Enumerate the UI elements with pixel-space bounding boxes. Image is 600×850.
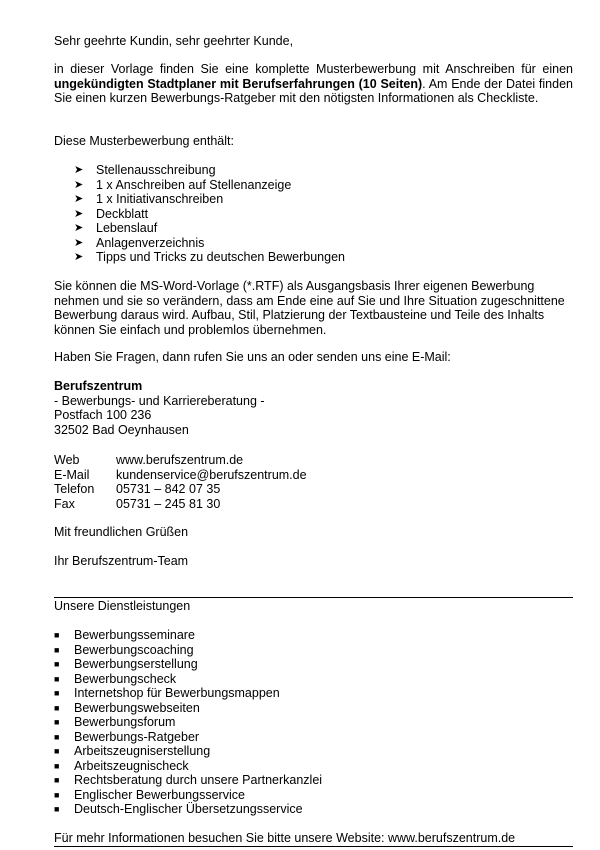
usage-paragraph: Sie können die MS-Word-Vorlage (*.RTF) als Ausgangsbasis Ihrer eigenen Bewerbung nehmen und sie so verändern, dass am Ende eine auf Sie und Ihre Situation zugeschnittene Bewerbung daraus wird. Aufbau, Stil, Platzierung der Textbausteine und Teile des Inhalts können Sie einfach und problemlos übernehmen. (54, 279, 565, 337)
service-item: ■ Arbeitszeugniserstellung (54, 744, 211, 758)
service-item: ■ Internetshop für Bewerbungsmappen (54, 686, 280, 700)
contact-row-web: Web www.berufszentrum.de (54, 453, 244, 467)
footer-divider (54, 846, 573, 847)
contents-item: ➤ Stellenausschreibung (74, 163, 216, 177)
square-bullet-icon: ■ (54, 731, 60, 742)
services-list (54, 628, 322, 817)
web-link[interactable]: www.berufszentrum.de (116, 453, 244, 467)
square-bullet-icon: ■ (54, 688, 60, 698)
contact-row-phone: Telefon 05731 – 842 07 35 (54, 482, 221, 496)
contact-row-email: E-Mail kundenservice@berufszentrum.de (54, 467, 307, 482)
contents-item: ➤ Anlagenverzeichnis (74, 235, 205, 250)
square-bullet-icon: ■ (54, 717, 60, 727)
service-item: ■ Bewerbungscoaching (54, 642, 194, 657)
services-heading: Unsere Dienstleistungen (54, 599, 191, 613)
arrow-bullet-icon: ➤ (74, 236, 84, 249)
intro-text-b: . Am Ende der Datei finden Sie einen kurzen Bewerbungs-Ratgeber mit den nötigsten Informationen als Checkliste. (54, 76, 573, 105)
square-bullet-icon: ■ (54, 630, 60, 640)
company-city: 32502 Bad Oeynhausen (54, 422, 189, 437)
arrow-bullet-icon: ➤ (74, 178, 84, 191)
phone-number: 05731 – 842 07 35 (116, 482, 221, 496)
arrow-bullet-icon: ➤ (74, 222, 84, 234)
intro-paragraph (54, 62, 573, 106)
service-item: ■ Arbeitszeugnischeck (54, 758, 189, 773)
service-item: ■ Deutsch-Englischer Übersetzungsservice (54, 802, 303, 816)
contact-row-fax: Fax 05731 – 245 81 30 (54, 496, 221, 511)
square-bullet-icon: ■ (54, 775, 60, 785)
divider (54, 597, 573, 598)
footer-text: Für mehr Informationen besuchen Sie bitte unsere Website: www.berufszentrum.de (54, 831, 516, 845)
contents-item: ➤ Lebenslauf (74, 221, 158, 235)
square-bullet-icon: ■ (54, 789, 60, 800)
service-item: ■ Bewerbungswebseiten (54, 700, 200, 715)
service-item: ■ Bewerbungscheck (54, 671, 177, 686)
square-bullet-icon: ■ (54, 804, 60, 814)
arrow-bullet-icon: ➤ (74, 251, 84, 263)
arrow-bullet-icon: ➤ (74, 207, 84, 220)
contents-heading: Diese Musterbewerbung enthält: (54, 134, 234, 148)
signature: Ihr Berufszentrum-Team (54, 554, 189, 568)
contents-list (74, 163, 345, 265)
intro-text-a: in dieser Vorlage finden Sie eine komplette Musterbewerbung mit Anschreiben für einen (54, 62, 573, 76)
company-tagline: - Bewerbungs- und Karriereberatung - (54, 393, 265, 408)
closing: Mit freundlichen Grüßen (54, 525, 189, 539)
service-item: ■ Rechtsberatung durch unsere Partnerkanzlei (54, 773, 323, 787)
arrow-bullet-icon: ➤ (74, 164, 84, 176)
square-bullet-icon: ■ (54, 659, 60, 669)
email-link[interactable]: kundenservice@berufszentrum.de (116, 467, 307, 482)
questions-text: Haben Sie Fragen, dann rufen Sie uns an oder senden uns eine E-Mail: (54, 350, 451, 364)
service-item: ■ Bewerbungserstellung (54, 657, 198, 671)
greeting: Sehr geehrte Kundin, sehr geehrter Kunde, (54, 34, 294, 48)
company-street: Postfach 100 236 (54, 408, 152, 422)
square-bullet-icon: ■ (54, 702, 60, 713)
arrow-bullet-icon: ➤ (74, 193, 84, 205)
square-bullet-icon: ■ (54, 746, 60, 756)
company-name: Berufszentrum (54, 379, 143, 393)
service-item: ■ Bewerbungsforum (54, 715, 176, 729)
service-item: ■ Englischer Bewerbungsservice (54, 787, 245, 802)
intro-bold-text: ungekündigten Stadtplaner mit Berufserfahrungen (10 Seiten) (54, 76, 423, 91)
service-item: ■ Bewerbungs-Ratgeber (54, 729, 200, 744)
company-address (54, 379, 573, 437)
fax-number: 05731 – 245 81 30 (116, 496, 221, 511)
contents-item: ➤ 1 x Anschreiben auf Stellenanzeige (74, 177, 292, 192)
contents-item: ➤ Tipps und Tricks zu deutschen Bewerbungen (74, 250, 345, 264)
service-item: ■ Bewerbungsseminare (54, 628, 195, 642)
contents-item: ➤ 1 x Initiativanschreiben (74, 192, 224, 206)
square-bullet-icon: ■ (54, 760, 60, 771)
square-bullet-icon: ■ (54, 673, 60, 684)
contents-item: ➤ Deckblatt (74, 206, 149, 221)
square-bullet-icon: ■ (54, 644, 60, 655)
contact-block (54, 453, 307, 511)
